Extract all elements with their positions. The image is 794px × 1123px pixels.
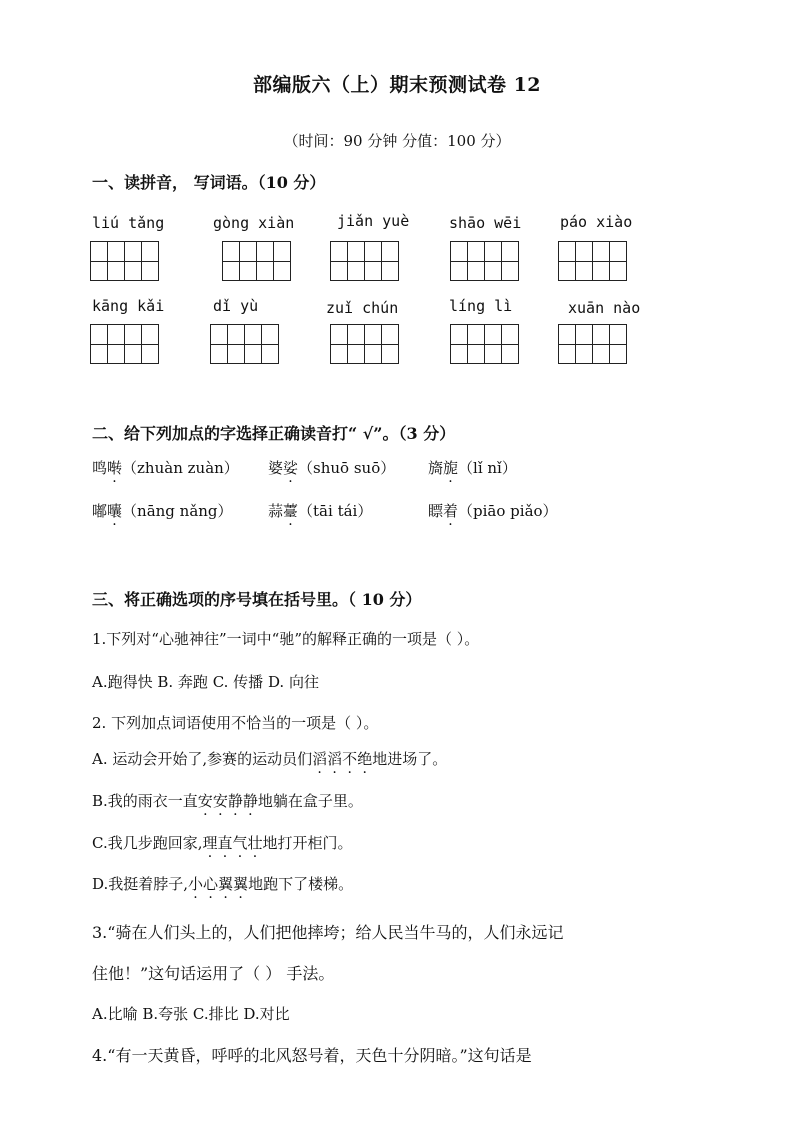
question-2: 2. 下列加点词语使用不恰当的一项是（ ）。 [92, 714, 379, 732]
dotted-char: 旎 [443, 459, 459, 477]
dotted-char: 囔 [107, 502, 123, 520]
item-char: 鸣 [92, 459, 108, 477]
item-pinyin-options[interactable]: （lǐ nǐ） [458, 459, 517, 477]
item-pinyin-options[interactable]: （zhuàn zuàn） [122, 459, 239, 477]
item-char: 嘟 [92, 502, 108, 520]
item-char: 婆 [268, 459, 284, 477]
item-char: 蒜 [268, 502, 284, 520]
writing-grid[interactable] [90, 324, 159, 364]
page-title: 部编版六（上）期末预测试卷 12 [252, 74, 542, 96]
writing-grid[interactable] [90, 241, 159, 281]
dotted-char: 壮 [247, 834, 263, 852]
pinyin-2-2: dǐ yù [213, 297, 259, 315]
writing-grid[interactable] [558, 241, 627, 281]
question-3-line-2: 住他！”这句话运用了（ ） 手法。 [92, 964, 335, 983]
item-pinyin-options[interactable]: （shuō suō） [298, 459, 396, 477]
question-4-line-1: 4.“有一天黄昏，呼呼的北风怒号着，天色十分阴暗。”这句话是 [92, 1046, 532, 1065]
option-text: D.我挺着脖子, [92, 875, 189, 893]
question-3-line-1: 3.“骑在人们头上的，人们把他摔垮；给人民当牛马的，人们永远记 [92, 923, 564, 942]
pinyin-1-5: páo xiào [560, 213, 633, 231]
section-2-heading: 二、给下列加点的字选择正确读音打“ √”。（3 分） [92, 424, 456, 443]
dotted-char: 静 [227, 792, 243, 810]
dotted-char: 理 [202, 834, 218, 852]
item-pinyin-options[interactable]: （piāo piǎo） [458, 502, 558, 520]
question-1-options[interactable]: A.跑得快 B. 奔跑 C. 传播 D. 向往 [92, 673, 319, 691]
pinyin-2-1: kāng kǎi [92, 297, 165, 315]
dotted-char: 静 [242, 792, 258, 810]
dotted-char: 心 [203, 875, 219, 893]
section-3-heading: 三、将正确选项的序号填在括号里。（ 10 分） [92, 590, 422, 609]
section-1-heading: 一、读拼音， 写词语。（10 分） [92, 173, 326, 192]
option-text: B.我的雨衣一直 [92, 792, 198, 810]
dotted-char: 不 [342, 750, 358, 768]
reading-item [92, 457, 239, 478]
option-text: 地打开柜门。 [262, 834, 353, 852]
item-char: 旖 [428, 459, 444, 477]
item-char: 瞟 [428, 502, 444, 520]
dotted-char: 气 [232, 834, 248, 852]
item-pinyin-options[interactable]: （tāi tái） [298, 502, 373, 520]
item-pinyin-options[interactable]: （nāng nǎng） [122, 502, 233, 520]
dotted-char: 翼 [218, 875, 234, 893]
option-text: C.我几步跑回家, [92, 834, 203, 852]
dotted-char: 啭 [107, 459, 123, 477]
dotted-char: 安 [197, 792, 213, 810]
question-2-option-d[interactable] [92, 873, 353, 894]
writing-grid[interactable] [210, 324, 279, 364]
option-text: 地跑下了楼梯。 [248, 875, 354, 893]
pinyin-1-1: liú tǎng [92, 214, 165, 232]
dotted-char: 绝 [357, 750, 373, 768]
question-2-option-c[interactable] [92, 832, 353, 853]
question-2-option-b[interactable] [92, 790, 363, 811]
reading-item [268, 457, 395, 478]
writing-grid[interactable] [222, 241, 291, 281]
dotted-char: 安 [212, 792, 228, 810]
dotted-char: 直 [217, 834, 233, 852]
pinyin-2-4: líng lì [449, 297, 513, 315]
option-text: A. 运动会开始了,参赛的运动员们 [92, 750, 313, 768]
writing-grid[interactable] [330, 241, 399, 281]
option-text: 地进场了。 [372, 750, 448, 768]
writing-grid[interactable] [450, 241, 519, 281]
reading-item [268, 500, 372, 521]
reading-item [428, 457, 517, 478]
question-3-options[interactable]: A.比喻 B.夸张 C.排比 D.对比 [92, 1005, 290, 1023]
reading-item [428, 500, 558, 521]
dotted-char: 滔 [312, 750, 328, 768]
pinyin-1-3: jiǎn yuè [337, 212, 410, 230]
pinyin-2-5: xuān nào [568, 299, 641, 317]
writing-grid[interactable] [330, 324, 399, 364]
pinyin-1-4: shāo wēi [449, 214, 522, 232]
dotted-char: 着 [443, 502, 459, 520]
dotted-char: 小 [188, 875, 204, 893]
exam-info: （时间：90 分钟 分值：100 分） [283, 132, 511, 150]
dotted-char: 滔 [327, 750, 343, 768]
question-2-option-a[interactable] [92, 748, 447, 769]
writing-grid[interactable] [558, 324, 627, 364]
pinyin-2-3: zuǐ chún [326, 299, 399, 317]
writing-grid[interactable] [450, 324, 519, 364]
pinyin-1-2: gòng xiàn [213, 214, 295, 232]
dotted-char: 薹 [283, 502, 299, 520]
option-text: 地躺在盒子里。 [257, 792, 363, 810]
dotted-char: 娑 [283, 459, 299, 477]
question-1: 1.下列对“心驰神往”一词中“驰”的解释正确的一项是（ ）。 [92, 630, 480, 648]
reading-item [92, 500, 233, 521]
dotted-char: 翼 [233, 875, 249, 893]
